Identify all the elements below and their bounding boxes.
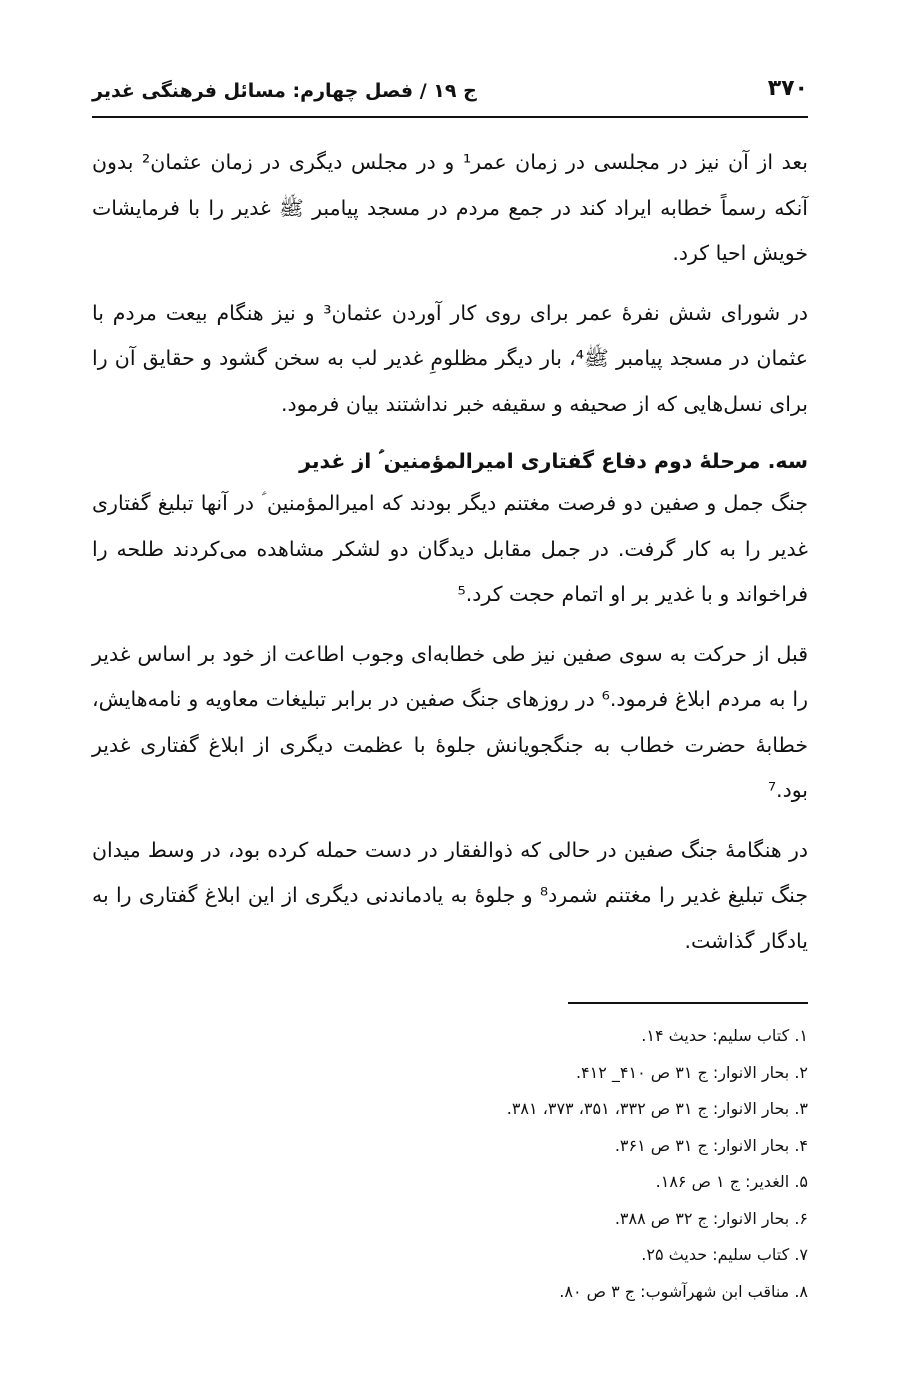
footnote: ۵. الغدیر: ج ۱ ص ۱۸۶. <box>655 1172 808 1191</box>
paragraph: در شورای شش نفرۀ عمر برای روی کار آوردن عثمان³ و نیز هنگام بیعت مردم با عثمان در مسجد پیامبر ﷺ⁴، بار دیگر مظلومِ غدیر لب به سخن گشود و حقایق آن را برای نسل‌هایی که از صحیفه و سقیفه خبر نداشتند بیان فرمود. <box>92 300 809 416</box>
footnote: ۷. کتاب سلیم: حدیث ۲۵. <box>641 1245 808 1264</box>
footnote: ۶. بحار الانوار: ج ۳۲ ص ۳۸۸. <box>614 1208 808 1228</box>
paragraph: بعد از آن نیز در مجلسی در زمان عمر¹ و در مجلس دیگری در زمان عثمان² بدون آنکه رسماً خطابه ایراد کند در جمع مردم در مسجد پیامبر ﷺ غدیر را با فرمایشات خویش احیا کرد. <box>92 150 808 265</box>
footnote-divider <box>568 1002 808 1004</box>
paragraph: در هنگامۀ جنگ صفین در حالی که ذوالفقار در دست حمله کرده بود، در وسط میدان جنگ تبلیغ غدیر را مغتنم شمرد⁸ و جلوۀ به یادماندنی دیگری از این ابلاغ گفتاری را به یادگار گذاشت. <box>92 837 808 953</box>
paragraph: جنگ جمل و صفین دو فرصت مغتنم دیگر بودند که امیرالمؤمنین ؑ در آنها تبلیغ گفتاری غدیر را به کار گرفت. در جمل مقابل دیدگان دو لشکر مشاهده می‌کردند طلحه را فراخواند و با غدیر بر او اتمام حجت کرد.⁵ <box>92 491 808 606</box>
footnote: ۲. بحار الانوار: ج ۳۱ ص ۴۱۰_ ۴۱۲. <box>575 1062 808 1082</box>
section-heading: سه. مرحلۀ دوم دفاع گفتاری امیرالمؤمنین ؑ از غدیر <box>299 449 808 473</box>
page-number: ۳۷۰ <box>767 76 808 101</box>
footnote: ۱. کتاب سلیم: حدیث ۱۴. <box>641 1026 808 1045</box>
page-header <box>92 76 808 118</box>
footnotes-list <box>92 1018 808 1310</box>
footnote: ۴. بحار الانوار: ج ۳۱ ص ۳۶۱. <box>614 1135 808 1155</box>
running-title: ج ۱۹ / فصل چهارم: مسائل فرهنگی غدیر <box>92 80 477 102</box>
main-text <box>92 140 808 978</box>
footnote: ۳. بحار الانوار: ج ۳۱ ص ۳۳۲، ۳۵۱، ۳۷۳، ۳۸۱. <box>506 1099 808 1118</box>
paragraph: قبل از حرکت به سوی صفین نیز طی خطابه‌ای وجوب اطاعت از خود بر اساس غدیر را به مردم ابلاغ فرمود.⁶ در روزهای جنگ صفین در برابر تبلیغات معاویه و نامه‌هایش، خطابۀ حضرت خطاب به جنگجویانش جلوۀ با عظمت دیگری از ابلاغ گفتاری غدیر بود.⁷ <box>92 641 809 802</box>
footnote: ۸. مناقب ابن شهرآشوب: ج ۳ ص ۸۰. <box>559 1281 808 1301</box>
